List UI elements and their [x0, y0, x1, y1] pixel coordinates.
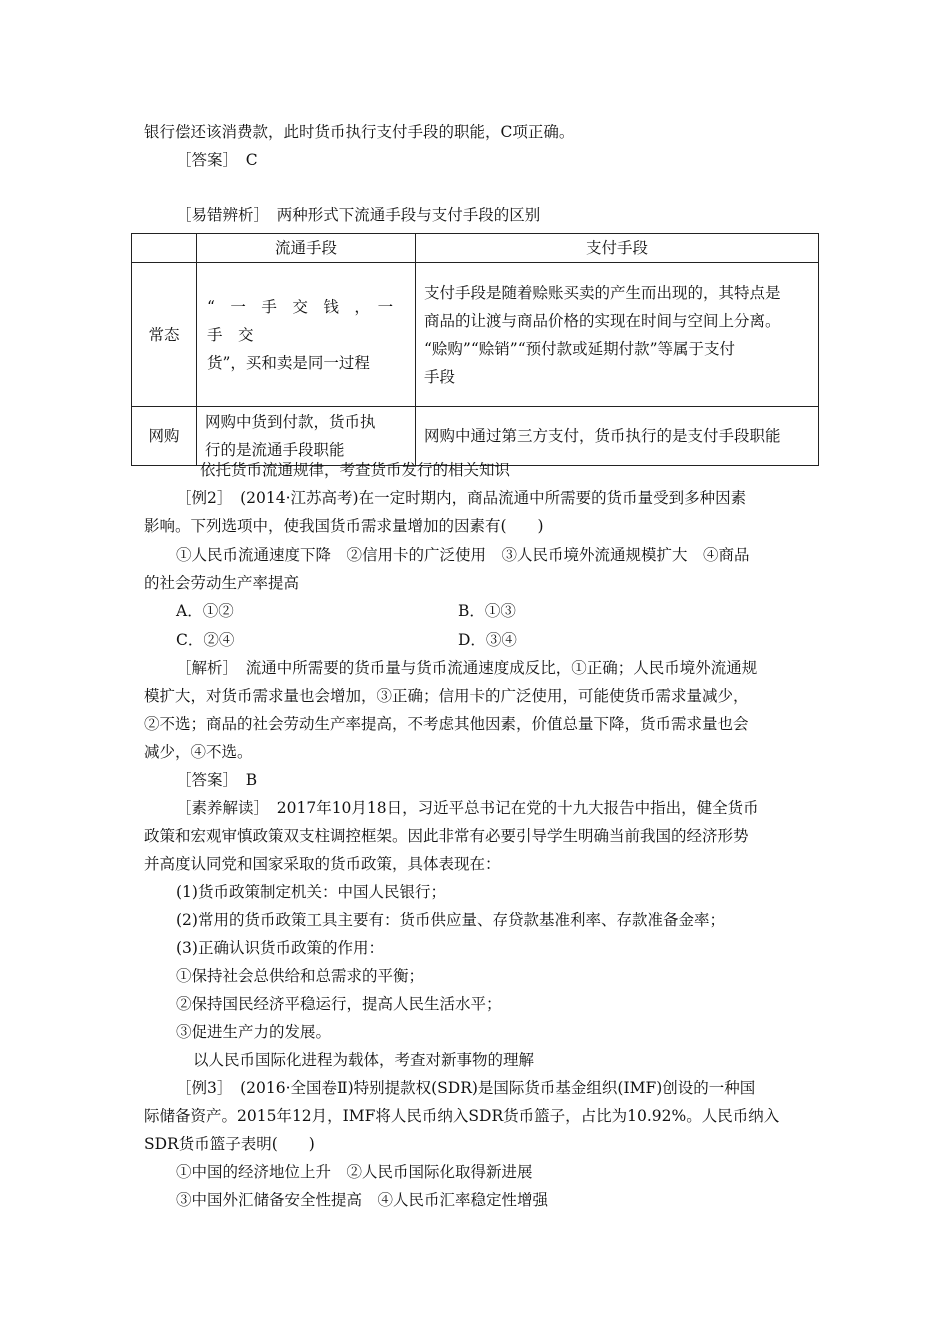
question-line: 的社会劳动生产率提高 [144, 574, 300, 592]
literacy-line: ［素养解读］ 2017年10月18日，习近平总书记在党的十九大报告中指出，健全货币 [176, 799, 759, 817]
question-line: SDR货币篮子表明( ) [144, 1135, 315, 1153]
answer-line: ［答案］ C [176, 151, 258, 169]
list-item: (1)货币政策制定机关：中国人民银行； [176, 883, 446, 901]
table-cell [416, 407, 819, 466]
question-line: ①中国的经济地位上升 ②人民币国际化取得新进展 [176, 1163, 533, 1181]
cell-line: 支付手段是随着赊账买卖的产生而出现的，其特点是 [424, 283, 781, 302]
table-cell [416, 263, 819, 407]
list-item: ①保持社会总供给和总需求的平衡； [176, 967, 425, 985]
analysis-line: 减少，④不选。 [144, 743, 253, 761]
cell-line: 货”，买和卖是同一过程 [207, 353, 370, 372]
list-item: (3)正确认识货币政策的作用： [176, 939, 384, 957]
table-header-cell [132, 234, 197, 263]
comparison-table [131, 233, 819, 466]
table-cell [197, 263, 416, 407]
table-row [132, 407, 819, 466]
topic-heading: 依托货币流通规律，考查货币发行的相关知识 [200, 461, 511, 479]
table-row [132, 263, 819, 407]
cell-line: 行的是流通手段职能 [205, 441, 345, 459]
table-header-row [132, 234, 819, 263]
cell-line: 手段 [424, 367, 456, 386]
row-label: 网购 [132, 407, 197, 466]
analysis-line: 模扩大，对货币需求量也会增加，③正确；信用卡的广泛使用，可能使货币需求量减少， [144, 687, 749, 705]
analysis-line: ②不选；商品的社会劳动生产率提高，不考虑其他因素，价值总量下降，货币需求量也会 [144, 715, 749, 733]
cell-line: “赊购”“赊销”“预付款或延期付款”等属于支付 [424, 339, 736, 358]
answer-line: ［答案］ B [176, 771, 258, 789]
table-cell [197, 407, 416, 466]
row-label: 常态 [132, 263, 197, 407]
question-line: ①人民币流通速度下降 ②信用卡的广泛使用 ③人民币境外流通规模扩大 ④商品 [176, 546, 750, 564]
question-line: 影响。下列选项中，使我国货币需求量增加的因素有( ) [144, 517, 544, 535]
option-c: C．②④ [176, 631, 235, 649]
list-item: (2)常用的货币政策工具主要有：货币供应量、存贷款基准利率、存款准备金率； [176, 911, 725, 929]
question-line: ［例2］ (2014·江苏高考)在一定时期内，商品流通中所需要的货币量受到多种因素 [176, 489, 747, 507]
option-a: A．①② [176, 602, 234, 620]
question-line: ［例3］ (2016·全国卷Ⅱ)特别提款权(SDR)是国际货币基金组织(IMF)创设的一种国 [176, 1079, 756, 1097]
list-item: ③促进生产力的发展。 [176, 1023, 332, 1041]
text-line: 银行偿还该消费款，此时货币执行支付手段的职能，C项正确。 [144, 123, 575, 141]
question-line: ③中国外汇储备安全性提高 ④人民币汇率稳定性增强 [176, 1191, 549, 1209]
table-header-cell: 流通手段 [197, 234, 416, 263]
cell-line: 网购中货到付款，货币执 [205, 413, 376, 431]
cell-line: “ 一 手 交 钱 ， 一 手 交 [207, 297, 409, 344]
option-d: D．③④ [458, 631, 517, 649]
option-b: B．①③ [458, 602, 516, 620]
analysis-line: ［解析］ 流通中所需要的货币量与货币流通速度成反比，①正确；人民币境外流通规 [176, 659, 758, 677]
cell-line: 商品的让渡与商品价格的实现在时间与空间上分离。 [424, 311, 781, 330]
literacy-line: 政策和宏观审慎政策双支柱调控框架。因此非常有必要引导学生明确当前我国的经济形势 [144, 827, 749, 845]
table-header-cell: 支付手段 [416, 234, 819, 263]
list-item: ②保持国民经济平稳运行，提高人民生活水平； [176, 995, 502, 1013]
section-heading: ［易错辨析］ 两种形式下流通手段与支付手段的区别 [176, 206, 541, 224]
cell-line: 网购中通过第三方支付，货币执行的是支付手段职能 [424, 427, 781, 445]
question-line: 际储备资产。2015年12月，IMF将人民币纳入SDR货币篮子，占比为10.92%。人民币纳入 [144, 1107, 780, 1125]
topic-heading: 以人民币国际化进程为载体，考查对新事物的理解 [193, 1051, 535, 1069]
literacy-line: 并高度认同党和国家采取的货币政策，具体表现在： [144, 855, 501, 873]
